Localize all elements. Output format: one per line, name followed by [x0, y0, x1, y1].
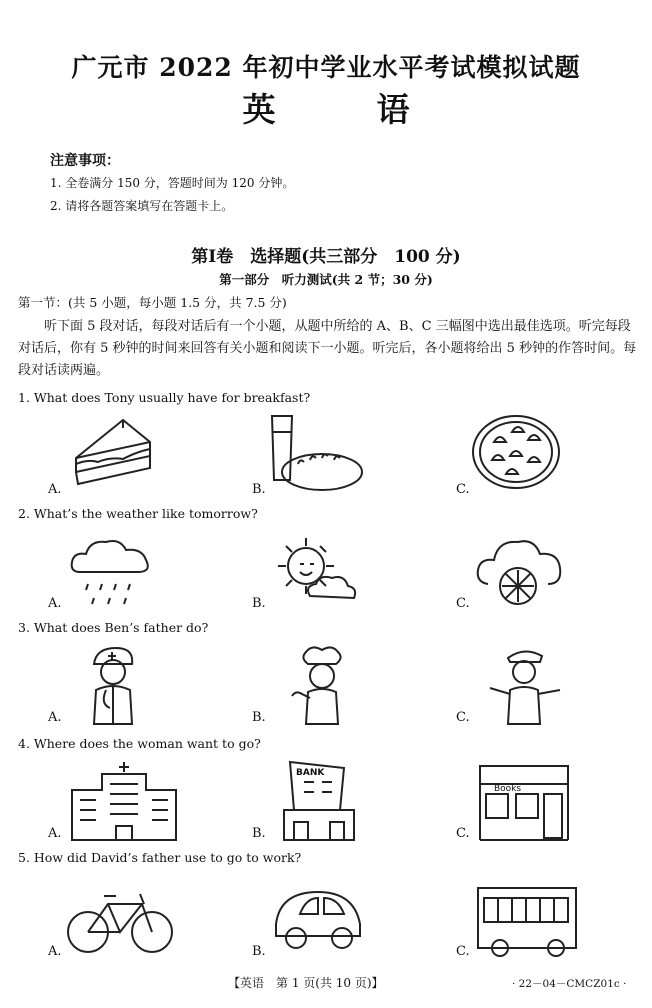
exam-code: · 22－04－CMCZ01c · — [512, 978, 627, 990]
page-footer: 【英语 第 1 页(共 10 页)】 — [228, 976, 384, 990]
dumplings-icon — [470, 412, 562, 492]
car-icon — [270, 884, 366, 954]
question-5: 5. How did David’s father use to go to work? — [18, 850, 302, 865]
sun-cloud-icon — [270, 530, 360, 612]
sandwich-icon — [68, 412, 158, 492]
option-b: B. — [252, 826, 266, 841]
option-b: B. — [252, 482, 266, 497]
subsection-heading: 第一节：(共 5 小题，每小题 1.5 分，共 7.5 分) — [18, 295, 287, 310]
option-b: B. — [252, 710, 266, 725]
doctor-icon — [76, 644, 146, 726]
question-4: 4. Where does the woman want to go? — [18, 736, 261, 751]
option-b: B. — [252, 944, 266, 959]
question-3: 3. What does Ben’s father do? — [18, 620, 209, 635]
snow-cloud-icon — [472, 530, 564, 612]
part-heading: 第Ⅰ卷 选择题(共三部分 100 分) — [191, 247, 461, 267]
option-c: C. — [456, 596, 470, 611]
hospital-icon — [68, 760, 180, 842]
instructions: 听下面 5 段对话，每段对话后有一个小题，从题中所给的 A、B、C 三幅图中选出最佳选项。听完每段对话后，你有 5 秒钟的时间来回答有关小题和阅读下一小题。听完后，各小题将给出 5 秒钟的作答时间。每段对话读两遍。 — [18, 319, 637, 378]
bank-sign: BANK — [296, 768, 325, 778]
notice-heading: 注意事项： — [50, 153, 120, 169]
option-a: A. — [48, 710, 62, 725]
bookstore-icon — [476, 760, 572, 842]
option-a: A. — [48, 596, 62, 611]
option-a: A. — [48, 826, 62, 841]
cook-icon — [286, 644, 356, 726]
option-c: C. — [456, 482, 470, 497]
rain-cloud-icon — [66, 532, 156, 612]
option-c: C. — [456, 944, 470, 959]
option-a: A. — [48, 944, 62, 959]
notice-item: 2. 请将各题答案填写在答题卡上。 — [50, 199, 234, 213]
books-sign: Books — [494, 784, 522, 794]
notice-item: 1. 全卷满分 150 分，答题时间为 120 分钟。 — [50, 176, 295, 190]
bus-icon — [472, 880, 582, 960]
question-2: 2. What’s the weather like tomorrow? — [18, 506, 258, 521]
option-c: C. — [456, 826, 470, 841]
option-a: A. — [48, 482, 62, 497]
subject-title: 英 语 — [242, 90, 444, 129]
question-1: 1. What does Tony usually have for breakfast? — [18, 390, 311, 405]
policeman-icon — [484, 644, 564, 726]
option-c: C. — [456, 710, 470, 725]
option-b: B. — [252, 596, 266, 611]
section-heading: 第一部分 听力测试(共 2 节；30 分) — [219, 272, 433, 287]
bicycle-icon — [64, 878, 176, 960]
milk-and-bread-icon — [264, 410, 364, 494]
exam-title: 广元市 2022 年初中学业水平考试模拟试题 — [71, 53, 581, 82]
